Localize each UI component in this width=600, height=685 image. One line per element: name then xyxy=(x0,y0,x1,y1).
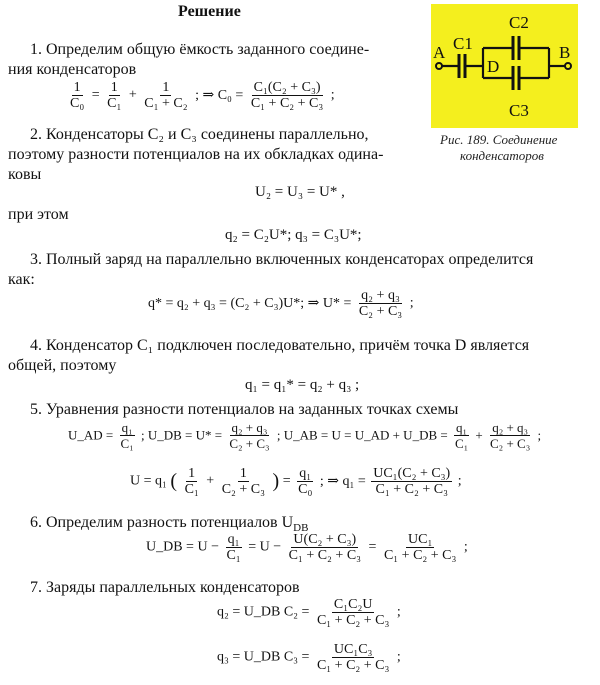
label-d: D xyxy=(487,57,500,76)
equation-2: U₂ = U₃ = U* , xyxy=(255,184,345,200)
label-b: B xyxy=(559,43,571,62)
equation-10: q₃ = U_DB C₃ = $\frac{\text{UC₁C₃}}{\text{C₁ + C₂ + C₃}}$ ; xyxy=(217,642,401,673)
step2-line3: ковы xyxy=(8,166,42,183)
step5-line1: 5. Уравнения разности потенциалов на заданных точках схемы xyxy=(30,401,459,418)
equation-1: $\frac{1}{\text{C₀}}$ = $\frac{1}{\text{C₁}}$ + $\frac{1}{\text{C₁ + C₂}}$ ; ⇒ C₀ = $\frac{\text{C₁(C₂ + C₃)}}{\text{C₁ + C₂ + C₃}}$ ; xyxy=(70,80,335,111)
step1-line1: 1. Определим общую ёмкость заданного соедине- xyxy=(30,41,370,58)
terminal-a xyxy=(436,63,442,69)
step3-line2: как: xyxy=(8,271,35,288)
step2-line4: при этом xyxy=(8,206,69,223)
equation-3: q₂ = C₂U*; q₃ = C₃U*; xyxy=(225,227,362,243)
equation-6: U_AD = $\frac{\text{q₁}}{\text{C₁}}$ ; U_DB = U* = $\frac{\text{q₂ + q₃}}{\text{C₂ + C₃}}$ ; U_AB = U = U_AD + U_DB = $\frac{\text{q₁}}{\text{C₁}}$ + $\frac{\text{q₂ + q₃}}{\text{C₂ + C₃}}$ ; xyxy=(68,420,542,451)
capacitor-circuit-diagram xyxy=(431,4,578,128)
step2-line2: поэтому разности потенциалов на их обкладках одина- xyxy=(8,146,384,163)
step2-line1: 2. Конденсаторы C₂ и C₃ соединены параллельно, xyxy=(30,126,369,143)
circuit-figure xyxy=(431,4,578,128)
equation-9: q₂ = U_DB C₂ = $\frac{\text{C₁C₂U}}{\text{C₁ + C₂ + C₃}}$ ; xyxy=(217,597,401,628)
solution-title: Решение xyxy=(178,3,241,20)
figure-caption-line2: конденсаторов xyxy=(460,148,544,163)
step3-line1: 3. Полный заряд на параллельно включенных конденсаторах определится xyxy=(30,251,534,268)
step7-line1: 7. Заряды параллельных конденсаторов xyxy=(30,579,300,596)
step6-line1: 6. Определим разность потенциалов $U_{DB}$ xyxy=(30,514,309,535)
equation-5: q₁ = q₁* = q₂ + q₃ ; xyxy=(245,377,360,393)
figure-caption-line1: Рис. 189. Соединение xyxy=(440,132,558,147)
label-c3: C3 xyxy=(509,101,529,120)
equation-8: U_DB = U − $\frac{\text{q₁}}{\text{C₁}}$ = U − $\frac{\text{U(C₂ + C₃)}}{\text{C₁ + C₂ + C₃}}$ = $\frac{\text{UC₁}}{\text{C₁ + C₂ + C₃}}$ ; xyxy=(146,532,468,563)
step1-line2: ния конденсаторов xyxy=(8,61,137,78)
equation-7: U = q₁ ( $\frac{1}{\text{C₁}}$ + $\frac{1}{\text{C₂ + C₃}}$ ) = $\frac{\text{q₁}}{\text{C₀}}$ ; ⇒ q₁ = $\frac{\text{UC₁(C₂ + C₃)}}{\text{C₁ + C₂ + C₃}}$ ; xyxy=(130,466,462,497)
label-a: A xyxy=(433,43,446,62)
step4-line1: 4. Конденсатор C₁ подключен последовательно, причём точка D является xyxy=(30,337,530,354)
terminal-b xyxy=(565,63,571,69)
label-c2: C2 xyxy=(509,13,529,32)
label-c1: C1 xyxy=(453,34,473,53)
step4-line2: общей, поэтому xyxy=(8,357,117,374)
equation-4: q* = q₂ + q₃ = (C₂ + C₃)U*; ⇒ U* = $\frac{\text{q₂ + q₃}}{\text{C₂ + C₃}}$ ; xyxy=(148,288,414,319)
